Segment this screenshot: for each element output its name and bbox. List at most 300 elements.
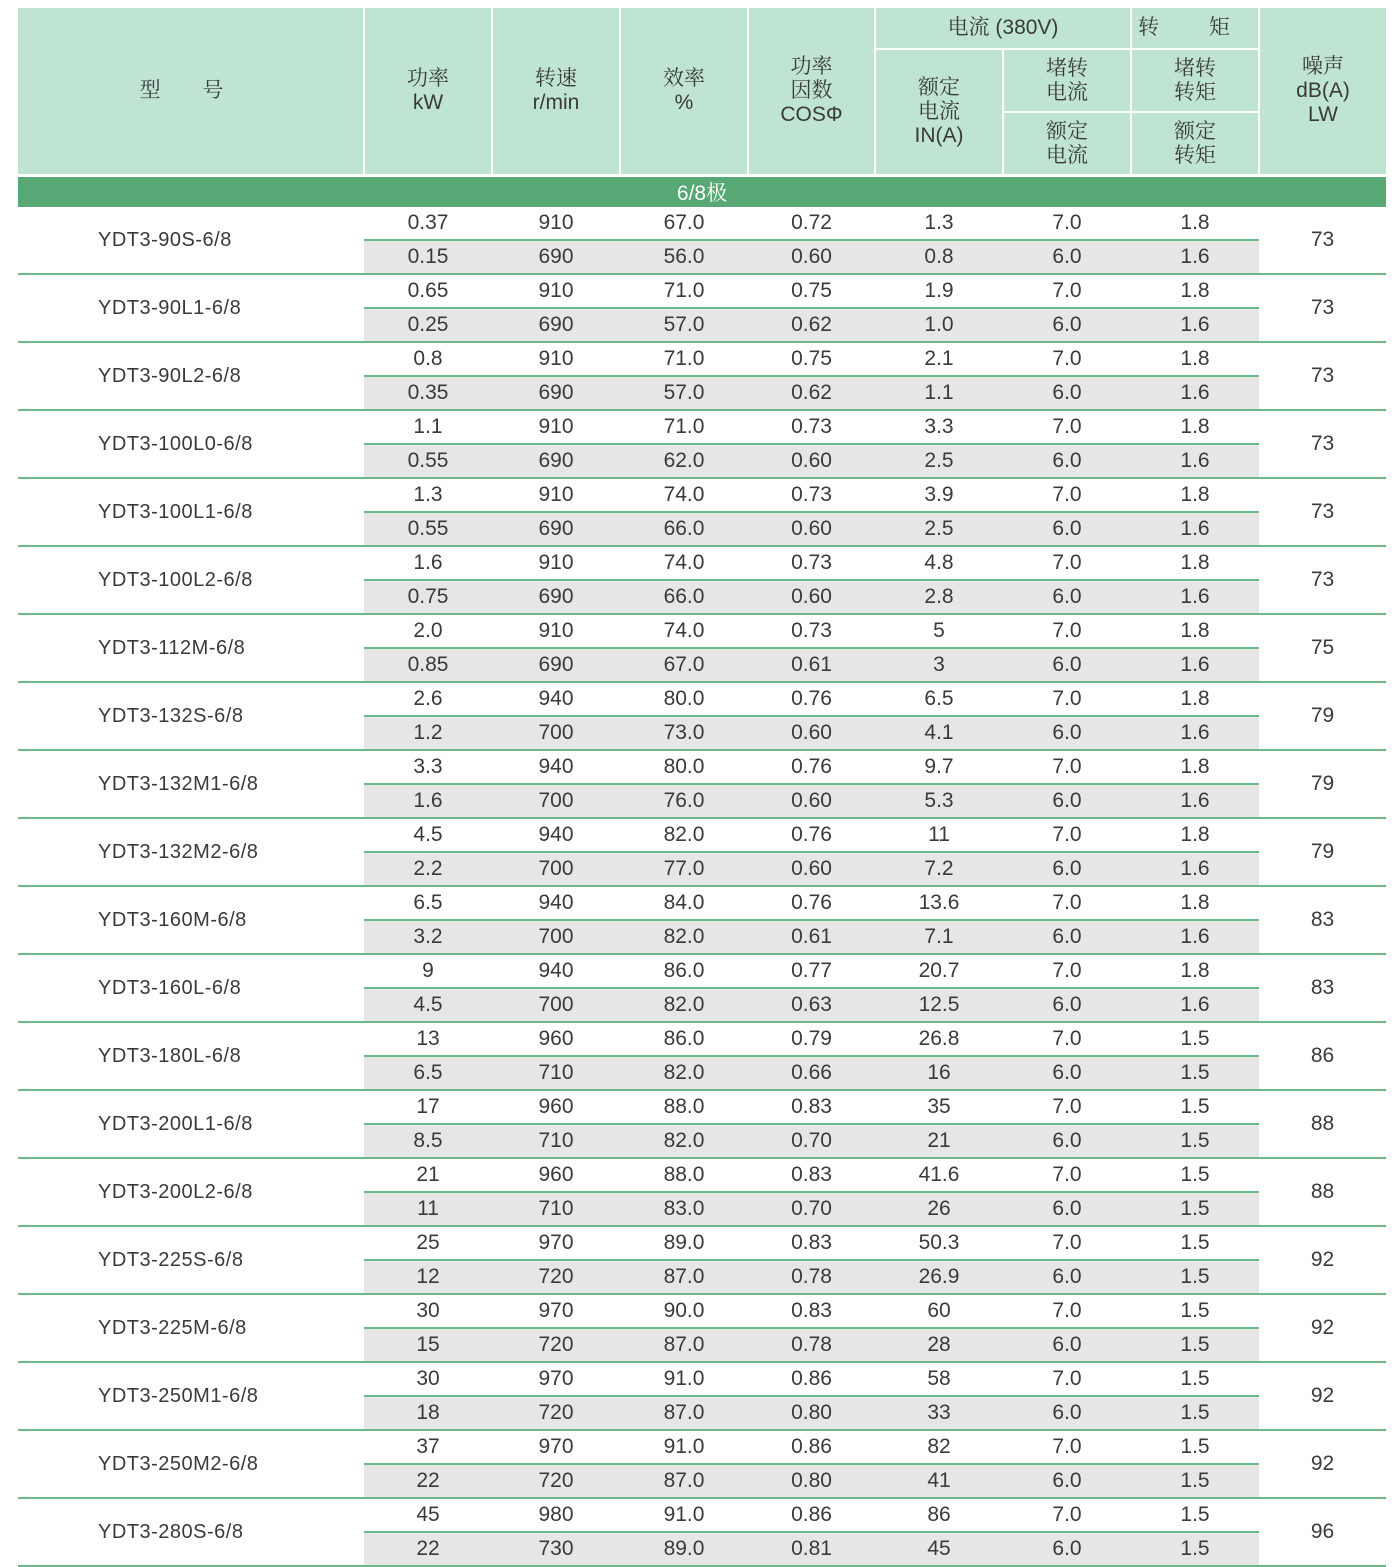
efficiency-cell: 67.0: [620, 207, 748, 240]
efficiency-cell: 56.0: [620, 240, 748, 274]
table-row-high-speed: [18, 682, 1386, 716]
locked-current-ratio-cell: 7.0: [1003, 750, 1131, 784]
locked-current-ratio-cell: 7.0: [1003, 207, 1131, 240]
power-factor-cell: 0.83: [748, 1294, 875, 1328]
locked-torque-ratio-cell: 1.5: [1131, 1396, 1259, 1430]
power-cell: 1.3: [364, 478, 492, 512]
noise-cell: 96: [1259, 1498, 1386, 1566]
rated-current-cell: 12.5: [875, 988, 1003, 1022]
speed-cell: 730: [492, 1532, 620, 1566]
power-cell: 1.6: [364, 546, 492, 580]
power-factor-cell: 0.80: [748, 1464, 875, 1498]
efficiency-cell: 73.0: [620, 716, 748, 750]
locked-current-ratio-cell: 6.0: [1003, 1056, 1131, 1090]
speed-cell: 910: [492, 478, 620, 512]
power-factor-cell: 0.83: [748, 1158, 875, 1192]
locked-current-ratio-cell: 6.0: [1003, 444, 1131, 478]
noise-cell: 73: [1259, 342, 1386, 410]
efficiency-cell: 90.0: [620, 1294, 748, 1328]
model-cell: YDT3-132S-6/8: [18, 682, 364, 750]
rated-current-cell: 7.1: [875, 920, 1003, 954]
power-cell: 3.3: [364, 750, 492, 784]
rated-current-cell: 3.3: [875, 410, 1003, 444]
power-factor-cell: 0.60: [748, 580, 875, 614]
power-factor-cell: 0.78: [748, 1328, 875, 1362]
locked-torque-ratio-cell: 1.6: [1131, 580, 1259, 614]
locked-current-ratio-cell: 7.0: [1003, 342, 1131, 376]
locked-torque-ratio-cell: 1.5: [1131, 1498, 1259, 1532]
efficiency-cell: 88.0: [620, 1090, 748, 1124]
rated-current-cell: 4.1: [875, 716, 1003, 750]
power-cell: 12: [364, 1260, 492, 1294]
locked-current-ratio-cell: 6.0: [1003, 1192, 1131, 1226]
model-cell: YDT3-112M-6/8: [18, 614, 364, 682]
efficiency-cell: 88.0: [620, 1158, 748, 1192]
speed-cell: 710: [492, 1056, 620, 1090]
locked-torque-ratio-cell: 1.5: [1131, 1328, 1259, 1362]
locked-torque-ratio-cell: 1.6: [1131, 852, 1259, 886]
locked-torque-ratio-cell: 1.6: [1131, 920, 1259, 954]
table-row-high-speed: [18, 546, 1386, 580]
locked-current-ratio-cell: 7.0: [1003, 1022, 1131, 1056]
locked-torque-ratio-cell: 1.8: [1131, 546, 1259, 580]
power-factor-cell: 0.70: [748, 1124, 875, 1158]
power-factor-cell: 0.86: [748, 1362, 875, 1396]
efficiency-cell: 82.0: [620, 818, 748, 852]
speed-cell: 720: [492, 1464, 620, 1498]
power-cell: 4.5: [364, 988, 492, 1022]
power-factor-cell: 0.60: [748, 784, 875, 818]
power-factor-cell: 0.73: [748, 546, 875, 580]
table-row-high-speed: [18, 274, 1386, 308]
efficiency-cell: 91.0: [620, 1430, 748, 1464]
power-cell: 3.2: [364, 920, 492, 954]
locked-current-ratio-cell: 6.0: [1003, 920, 1131, 954]
efficiency-cell: 66.0: [620, 512, 748, 546]
efficiency-cell: 89.0: [620, 1226, 748, 1260]
efficiency-cell: 66.0: [620, 580, 748, 614]
rated-current-cell: 13.6: [875, 886, 1003, 920]
efficiency-cell: 82.0: [620, 1056, 748, 1090]
power-factor-cell: 0.76: [748, 750, 875, 784]
rated-current-cell: 1.9: [875, 274, 1003, 308]
table-row-high-speed: [18, 478, 1386, 512]
motor-spec-table: [18, 8, 1386, 1567]
locked-current-ratio-cell: 6.0: [1003, 852, 1131, 886]
rated-current-cell: 3: [875, 648, 1003, 682]
speed-cell: 690: [492, 444, 620, 478]
locked-current-ratio-cell: 7.0: [1003, 274, 1131, 308]
noise-cell: 73: [1259, 410, 1386, 478]
model-cell: YDT3-90S-6/8: [18, 207, 364, 274]
power-factor-cell: 0.60: [748, 716, 875, 750]
locked-torque-ratio-cell: 1.6: [1131, 784, 1259, 818]
table-header: [18, 8, 1386, 176]
locked-torque-ratio-cell: 1.6: [1131, 376, 1259, 410]
efficiency-cell: 82.0: [620, 920, 748, 954]
locked-torque-ratio-cell: 1.6: [1131, 240, 1259, 274]
power-cell: 0.25: [364, 308, 492, 342]
locked-current-ratio-cell: 6.0: [1003, 240, 1131, 274]
power-cell: 1.2: [364, 716, 492, 750]
model-cell: YDT3-132M2-6/8: [18, 818, 364, 886]
locked-current-ratio-cell: 6.0: [1003, 1396, 1131, 1430]
speed-cell: 700: [492, 988, 620, 1022]
power-cell: 0.55: [364, 444, 492, 478]
power-cell: 0.65: [364, 274, 492, 308]
speed-cell: 910: [492, 274, 620, 308]
power-factor-cell: 0.83: [748, 1090, 875, 1124]
table-row-high-speed: [18, 1498, 1386, 1532]
locked-torque-ratio-cell: 1.5: [1131, 1532, 1259, 1566]
power-factor-cell: 0.76: [748, 818, 875, 852]
table-row-high-speed: [18, 342, 1386, 376]
header-locked-current: 堵转 电流: [1003, 49, 1131, 112]
model-cell: YDT3-90L2-6/8: [18, 342, 364, 410]
locked-current-ratio-cell: 7.0: [1003, 1498, 1131, 1532]
model-cell: YDT3-180L-6/8: [18, 1022, 364, 1090]
power-cell: 11: [364, 1192, 492, 1226]
noise-cell: 73: [1259, 478, 1386, 546]
rated-current-cell: 2.5: [875, 512, 1003, 546]
rated-current-cell: 7.2: [875, 852, 1003, 886]
locked-torque-ratio-cell: 1.5: [1131, 1056, 1259, 1090]
efficiency-cell: 86.0: [620, 1022, 748, 1056]
table-row-high-speed: [18, 1226, 1386, 1260]
power-factor-cell: 0.62: [748, 376, 875, 410]
model-cell: YDT3-100L1-6/8: [18, 478, 364, 546]
noise-cell: 73: [1259, 546, 1386, 614]
locked-current-ratio-cell: 6.0: [1003, 1464, 1131, 1498]
rated-current-cell: 5: [875, 614, 1003, 648]
locked-current-ratio-cell: 7.0: [1003, 1430, 1131, 1464]
power-cell: 9: [364, 954, 492, 988]
power-factor-cell: 0.80: [748, 1396, 875, 1430]
power-cell: 18: [364, 1396, 492, 1430]
table-row-high-speed: [18, 207, 1386, 240]
efficiency-cell: 74.0: [620, 546, 748, 580]
locked-torque-ratio-cell: 1.8: [1131, 478, 1259, 512]
efficiency-cell: 87.0: [620, 1464, 748, 1498]
locked-current-ratio-cell: 7.0: [1003, 954, 1131, 988]
header-torque-group: 转 矩: [1131, 8, 1259, 49]
locked-torque-ratio-cell: 1.6: [1131, 648, 1259, 682]
table-row-high-speed: [18, 886, 1386, 920]
power-factor-cell: 0.73: [748, 410, 875, 444]
locked-torque-ratio-cell: 1.5: [1131, 1430, 1259, 1464]
power-factor-cell: 0.66: [748, 1056, 875, 1090]
model-cell: YDT3-225M-6/8: [18, 1294, 364, 1362]
header-rated-torque-denominator: 额定 转矩: [1131, 112, 1259, 176]
locked-current-ratio-cell: 7.0: [1003, 886, 1131, 920]
model-cell: YDT3-160L-6/8: [18, 954, 364, 1022]
header-locked-torque: 堵转 转矩: [1131, 49, 1259, 112]
speed-cell: 940: [492, 954, 620, 988]
locked-torque-ratio-cell: 1.5: [1131, 1464, 1259, 1498]
speed-cell: 910: [492, 207, 620, 240]
power-cell: 13: [364, 1022, 492, 1056]
efficiency-cell: 71.0: [620, 342, 748, 376]
rated-current-cell: 60: [875, 1294, 1003, 1328]
table-row-high-speed: [18, 1362, 1386, 1396]
power-cell: 22: [364, 1532, 492, 1566]
table-row-high-speed: [18, 1090, 1386, 1124]
efficiency-cell: 74.0: [620, 478, 748, 512]
power-factor-cell: 0.63: [748, 988, 875, 1022]
rated-current-cell: 3.9: [875, 478, 1003, 512]
power-cell: 15: [364, 1328, 492, 1362]
noise-cell: 92: [1259, 1226, 1386, 1294]
efficiency-cell: 67.0: [620, 648, 748, 682]
locked-torque-ratio-cell: 1.5: [1131, 1192, 1259, 1226]
efficiency-cell: 77.0: [620, 852, 748, 886]
header-model: 型 号: [18, 8, 364, 176]
table-row-high-speed: [18, 1294, 1386, 1328]
model-cell: YDT3-200L2-6/8: [18, 1158, 364, 1226]
speed-cell: 960: [492, 1090, 620, 1124]
power-cell: 0.37: [364, 207, 492, 240]
speed-cell: 690: [492, 240, 620, 274]
rated-current-cell: 2.8: [875, 580, 1003, 614]
model-cell: YDT3-160M-6/8: [18, 886, 364, 954]
power-factor-cell: 0.72: [748, 207, 875, 240]
locked-current-ratio-cell: 6.0: [1003, 716, 1131, 750]
speed-cell: 940: [492, 682, 620, 716]
speed-cell: 700: [492, 920, 620, 954]
rated-current-cell: 5.3: [875, 784, 1003, 818]
rated-current-cell: 28: [875, 1328, 1003, 1362]
locked-torque-ratio-cell: 1.5: [1131, 1124, 1259, 1158]
efficiency-cell: 89.0: [620, 1532, 748, 1566]
power-cell: 17: [364, 1090, 492, 1124]
header-power-factor: 功率 因数 COSΦ: [748, 8, 875, 176]
speed-cell: 940: [492, 886, 620, 920]
power-cell: 1.1: [364, 410, 492, 444]
speed-cell: 700: [492, 852, 620, 886]
locked-torque-ratio-cell: 1.8: [1131, 886, 1259, 920]
locked-current-ratio-cell: 6.0: [1003, 512, 1131, 546]
locked-current-ratio-cell: 6.0: [1003, 1532, 1131, 1566]
speed-cell: 910: [492, 410, 620, 444]
group-label: 6/8极: [18, 176, 1386, 208]
rated-current-cell: 58: [875, 1362, 1003, 1396]
rated-current-cell: 21: [875, 1124, 1003, 1158]
model-cell: YDT3-200L1-6/8: [18, 1090, 364, 1158]
noise-cell: 92: [1259, 1430, 1386, 1498]
table-row-high-speed: [18, 750, 1386, 784]
power-cell: 4.5: [364, 818, 492, 852]
header-power: 功率 kW: [364, 8, 492, 176]
rated-current-cell: 45: [875, 1532, 1003, 1566]
locked-current-ratio-cell: 6.0: [1003, 988, 1131, 1022]
speed-cell: 970: [492, 1226, 620, 1260]
header-rated-current: 额定 电流 IN(A): [875, 49, 1003, 176]
model-cell: YDT3-225S-6/8: [18, 1226, 364, 1294]
efficiency-cell: 76.0: [620, 784, 748, 818]
power-factor-cell: 0.61: [748, 920, 875, 954]
noise-cell: 79: [1259, 682, 1386, 750]
locked-current-ratio-cell: 6.0: [1003, 376, 1131, 410]
model-cell: YDT3-280S-6/8: [18, 1498, 364, 1566]
power-factor-cell: 0.77: [748, 954, 875, 988]
speed-cell: 970: [492, 1294, 620, 1328]
power-cell: 0.35: [364, 376, 492, 410]
rated-current-cell: 0.8: [875, 240, 1003, 274]
power-factor-cell: 0.83: [748, 1226, 875, 1260]
power-cell: 30: [364, 1362, 492, 1396]
model-cell: YDT3-90L1-6/8: [18, 274, 364, 342]
locked-torque-ratio-cell: 1.5: [1131, 1226, 1259, 1260]
efficiency-cell: 57.0: [620, 308, 748, 342]
power-factor-cell: 0.60: [748, 512, 875, 546]
power-cell: 1.6: [364, 784, 492, 818]
speed-cell: 690: [492, 512, 620, 546]
group-row: [18, 176, 1386, 208]
locked-current-ratio-cell: 7.0: [1003, 546, 1131, 580]
rated-current-cell: 26.8: [875, 1022, 1003, 1056]
speed-cell: 710: [492, 1192, 620, 1226]
efficiency-cell: 82.0: [620, 1124, 748, 1158]
rated-current-cell: 33: [875, 1396, 1003, 1430]
speed-cell: 690: [492, 376, 620, 410]
locked-torque-ratio-cell: 1.8: [1131, 207, 1259, 240]
efficiency-cell: 57.0: [620, 376, 748, 410]
rated-current-cell: 2.5: [875, 444, 1003, 478]
efficiency-cell: 83.0: [620, 1192, 748, 1226]
rated-current-cell: 82: [875, 1430, 1003, 1464]
noise-cell: 86: [1259, 1022, 1386, 1090]
locked-torque-ratio-cell: 1.8: [1131, 682, 1259, 716]
header-current-group: 电流 (380V): [875, 8, 1131, 49]
power-factor-cell: 0.75: [748, 274, 875, 308]
rated-current-cell: 35: [875, 1090, 1003, 1124]
power-factor-cell: 0.78: [748, 1260, 875, 1294]
speed-cell: 720: [492, 1396, 620, 1430]
rated-current-cell: 41.6: [875, 1158, 1003, 1192]
power-cell: 37: [364, 1430, 492, 1464]
efficiency-cell: 80.0: [620, 750, 748, 784]
power-factor-cell: 0.70: [748, 1192, 875, 1226]
power-cell: 0.8: [364, 342, 492, 376]
speed-cell: 970: [492, 1430, 620, 1464]
locked-current-ratio-cell: 7.0: [1003, 478, 1131, 512]
speed-cell: 970: [492, 1362, 620, 1396]
rated-current-cell: 1.0: [875, 308, 1003, 342]
locked-torque-ratio-cell: 1.8: [1131, 342, 1259, 376]
speed-cell: 980: [492, 1498, 620, 1532]
locked-torque-ratio-cell: 1.6: [1131, 444, 1259, 478]
locked-current-ratio-cell: 6.0: [1003, 580, 1131, 614]
noise-cell: 88: [1259, 1158, 1386, 1226]
power-cell: 22: [364, 1464, 492, 1498]
locked-current-ratio-cell: 7.0: [1003, 1090, 1131, 1124]
speed-cell: 910: [492, 614, 620, 648]
locked-current-ratio-cell: 7.0: [1003, 1226, 1131, 1260]
speed-cell: 960: [492, 1022, 620, 1056]
table-body: [18, 176, 1386, 1567]
locked-current-ratio-cell: 7.0: [1003, 1362, 1131, 1396]
locked-current-ratio-cell: 7.0: [1003, 682, 1131, 716]
efficiency-cell: 80.0: [620, 682, 748, 716]
locked-current-ratio-cell: 6.0: [1003, 784, 1131, 818]
speed-cell: 690: [492, 308, 620, 342]
noise-cell: 73: [1259, 207, 1386, 274]
locked-torque-ratio-cell: 1.5: [1131, 1022, 1259, 1056]
model-cell: YDT3-250M1-6/8: [18, 1362, 364, 1430]
efficiency-cell: 84.0: [620, 886, 748, 920]
locked-current-ratio-cell: 7.0: [1003, 818, 1131, 852]
power-cell: 21: [364, 1158, 492, 1192]
locked-torque-ratio-cell: 1.8: [1131, 614, 1259, 648]
header-speed: 转速 r/min: [492, 8, 620, 176]
noise-cell: 92: [1259, 1294, 1386, 1362]
power-factor-cell: 0.61: [748, 648, 875, 682]
power-cell: 0.55: [364, 512, 492, 546]
power-cell: 25: [364, 1226, 492, 1260]
locked-current-ratio-cell: 6.0: [1003, 648, 1131, 682]
rated-current-cell: 1.3: [875, 207, 1003, 240]
rated-current-cell: 9.7: [875, 750, 1003, 784]
power-cell: 0.75: [364, 580, 492, 614]
efficiency-cell: 86.0: [620, 954, 748, 988]
power-cell: 6.5: [364, 1056, 492, 1090]
locked-torque-ratio-cell: 1.5: [1131, 1294, 1259, 1328]
locked-torque-ratio-cell: 1.5: [1131, 1260, 1259, 1294]
noise-cell: 79: [1259, 750, 1386, 818]
locked-torque-ratio-cell: 1.8: [1131, 750, 1259, 784]
locked-torque-ratio-cell: 1.8: [1131, 818, 1259, 852]
locked-current-ratio-cell: 7.0: [1003, 1294, 1131, 1328]
efficiency-cell: 87.0: [620, 1328, 748, 1362]
locked-torque-ratio-cell: 1.8: [1131, 954, 1259, 988]
power-factor-cell: 0.60: [748, 852, 875, 886]
locked-current-ratio-cell: 7.0: [1003, 614, 1131, 648]
efficiency-cell: 74.0: [620, 614, 748, 648]
locked-current-ratio-cell: 6.0: [1003, 1260, 1131, 1294]
rated-current-cell: 86: [875, 1498, 1003, 1532]
locked-torque-ratio-cell: 1.8: [1131, 410, 1259, 444]
locked-torque-ratio-cell: 1.5: [1131, 1158, 1259, 1192]
rated-current-cell: 20.7: [875, 954, 1003, 988]
locked-torque-ratio-cell: 1.6: [1131, 988, 1259, 1022]
locked-current-ratio-cell: 7.0: [1003, 410, 1131, 444]
model-cell: YDT3-132M1-6/8: [18, 750, 364, 818]
locked-torque-ratio-cell: 1.5: [1131, 1090, 1259, 1124]
speed-cell: 700: [492, 716, 620, 750]
rated-current-cell: 6.5: [875, 682, 1003, 716]
efficiency-cell: 71.0: [620, 410, 748, 444]
header-noise: 噪声 dB(A) LW: [1259, 8, 1386, 176]
power-cell: 6.5: [364, 886, 492, 920]
locked-torque-ratio-cell: 1.6: [1131, 716, 1259, 750]
power-factor-cell: 0.75: [748, 342, 875, 376]
rated-current-cell: 11: [875, 818, 1003, 852]
power-factor-cell: 0.79: [748, 1022, 875, 1056]
power-factor-cell: 0.73: [748, 478, 875, 512]
power-cell: 2.6: [364, 682, 492, 716]
noise-cell: 75: [1259, 614, 1386, 682]
header-efficiency: 效率 %: [620, 8, 748, 176]
power-cell: 8.5: [364, 1124, 492, 1158]
noise-cell: 73: [1259, 274, 1386, 342]
efficiency-cell: 71.0: [620, 274, 748, 308]
efficiency-cell: 62.0: [620, 444, 748, 478]
locked-torque-ratio-cell: 1.6: [1131, 308, 1259, 342]
speed-cell: 940: [492, 818, 620, 852]
rated-current-cell: 26.9: [875, 1260, 1003, 1294]
power-factor-cell: 0.62: [748, 308, 875, 342]
power-cell: 2.0: [364, 614, 492, 648]
